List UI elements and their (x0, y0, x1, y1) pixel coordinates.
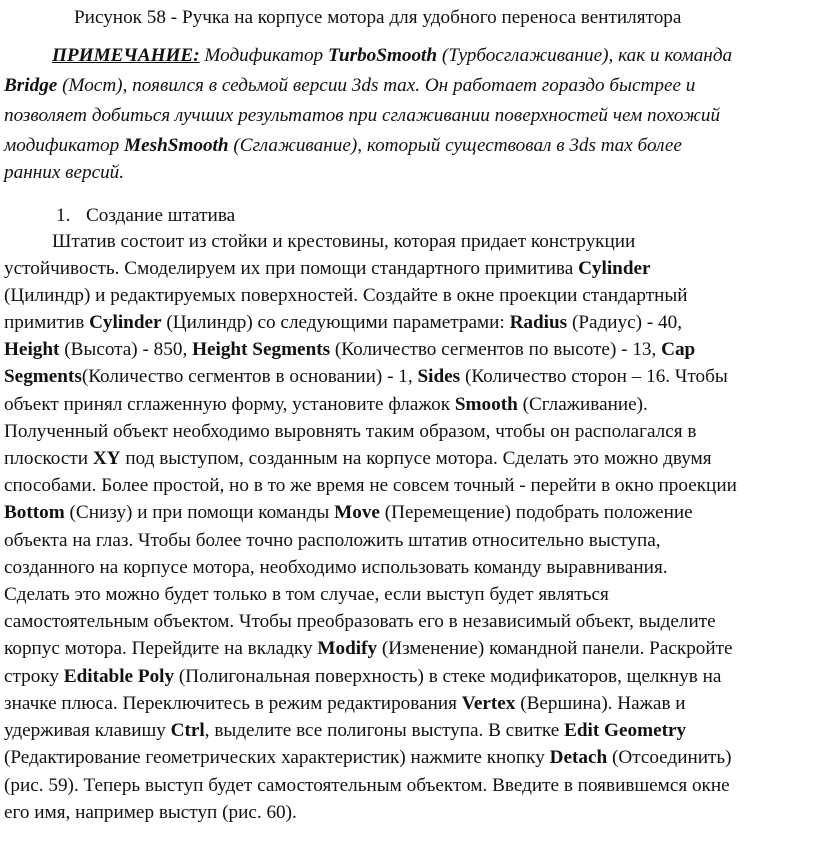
note-label: ПРИМЕЧАНИЕ: (52, 45, 200, 66)
body-line-8: Полученный объект необходимо выровнять таким образом, чтобы он располагался в (4, 421, 697, 442)
body-line-18: значке плюса. Переключитесь в режим редактирования Vertex (Вершина). Нажав и (4, 693, 686, 714)
body-line-2: устойчивость. Смоделируем их при помощи стандартного примитива Cylinder (4, 258, 651, 279)
body-line-6: Segments(Количество сегментов в основании) - 1, Sides (Количество сторон – 16. Чтобы (4, 366, 728, 387)
section-title: Создание штатива (86, 205, 236, 226)
body-line-7: объект принял сглаженную форму, установите флажок Smooth (Сглаживание). (4, 394, 648, 415)
figure-caption: Рисунок 58 - Ручка на корпусе мотора для удобного переноса вентилятора (74, 7, 682, 28)
body-line-15: самостоятельным объектом. Чтобы преобразовать его в независимый объект, выделите (4, 611, 716, 632)
note-line-5: ранних версий. (4, 162, 125, 183)
body-line-14: Сделать это можно будет только в том случае, если выступ будет являться (4, 584, 609, 605)
note-line-1: ПРИМЕЧАНИЕ: Модификатор TurboSmooth (Турбосглаживание), как и команда (52, 45, 733, 66)
body-line-17: строку Editable Poly (Полигональная поверхность) в стеке модификаторов, щелкнув на (4, 666, 722, 687)
body-line-22: его имя, например выступ (рис. 60). (4, 802, 297, 823)
body-line-13: созданного на корпусе мотора, необходимо использовать команду выравнивания. (4, 557, 668, 578)
body-line-1: Штатив состоит из стойки и крестовины, которая придает конструкции (52, 231, 636, 252)
body-line-16: корпус мотора. Перейдите на вкладку Modify (Изменение) командной панели. Раскройте (4, 638, 733, 659)
note-line-4: модификатор MeshSmooth (Сглаживание), который существовал в 3ds max более (4, 135, 682, 156)
body-line-3: (Цилиндр) и редактируемых поверхностей. Создайте в окне проекции стандартный (4, 285, 688, 306)
body-line-19: удерживая клавишу Ctrl, выделите все полигоны выступа. В свитке Edit Geometry (4, 720, 687, 741)
body-line-10: способами. Более простой, но в то же время не совсем точный - перейти в окно проекции (4, 475, 737, 496)
body-line-4: примитив Cylinder (Цилиндр) со следующими параметрами: Radius (Радиус) - 40, (4, 312, 683, 333)
body-line-11: Bottom (Снизу) и при помощи команды Move (Перемещение) подобрать положение (4, 502, 693, 523)
body-line-20: (Редактирование геометрических характеристик) нажмите кнопку Detach (Отсоединить) (4, 747, 732, 768)
section-number: 1. (56, 205, 71, 226)
body-line-5: Height (Высота) - 850, Height Segments (Количество сегментов по высоте) - 13, Cap (4, 339, 696, 360)
body-line-9: плоскости XY под выступом, созданным на корпусе мотора. Сделать это можно двумя (4, 448, 712, 469)
body-line-21: (рис. 59). Теперь выступ будет самостоятельным объектом. Введите в появившемся окне (4, 775, 730, 796)
note-line-3: позволяет добиться лучших результатов при сглаживании поверхностей чем похожий (4, 105, 721, 126)
body-line-12: объекта на глаз. Чтобы более точно расположить штатив относительно выступа, (4, 530, 661, 551)
note-line-2: Bridge (Мост), появился в седьмой версии 3ds max. Он работает гораздо быстрее и (4, 75, 696, 96)
